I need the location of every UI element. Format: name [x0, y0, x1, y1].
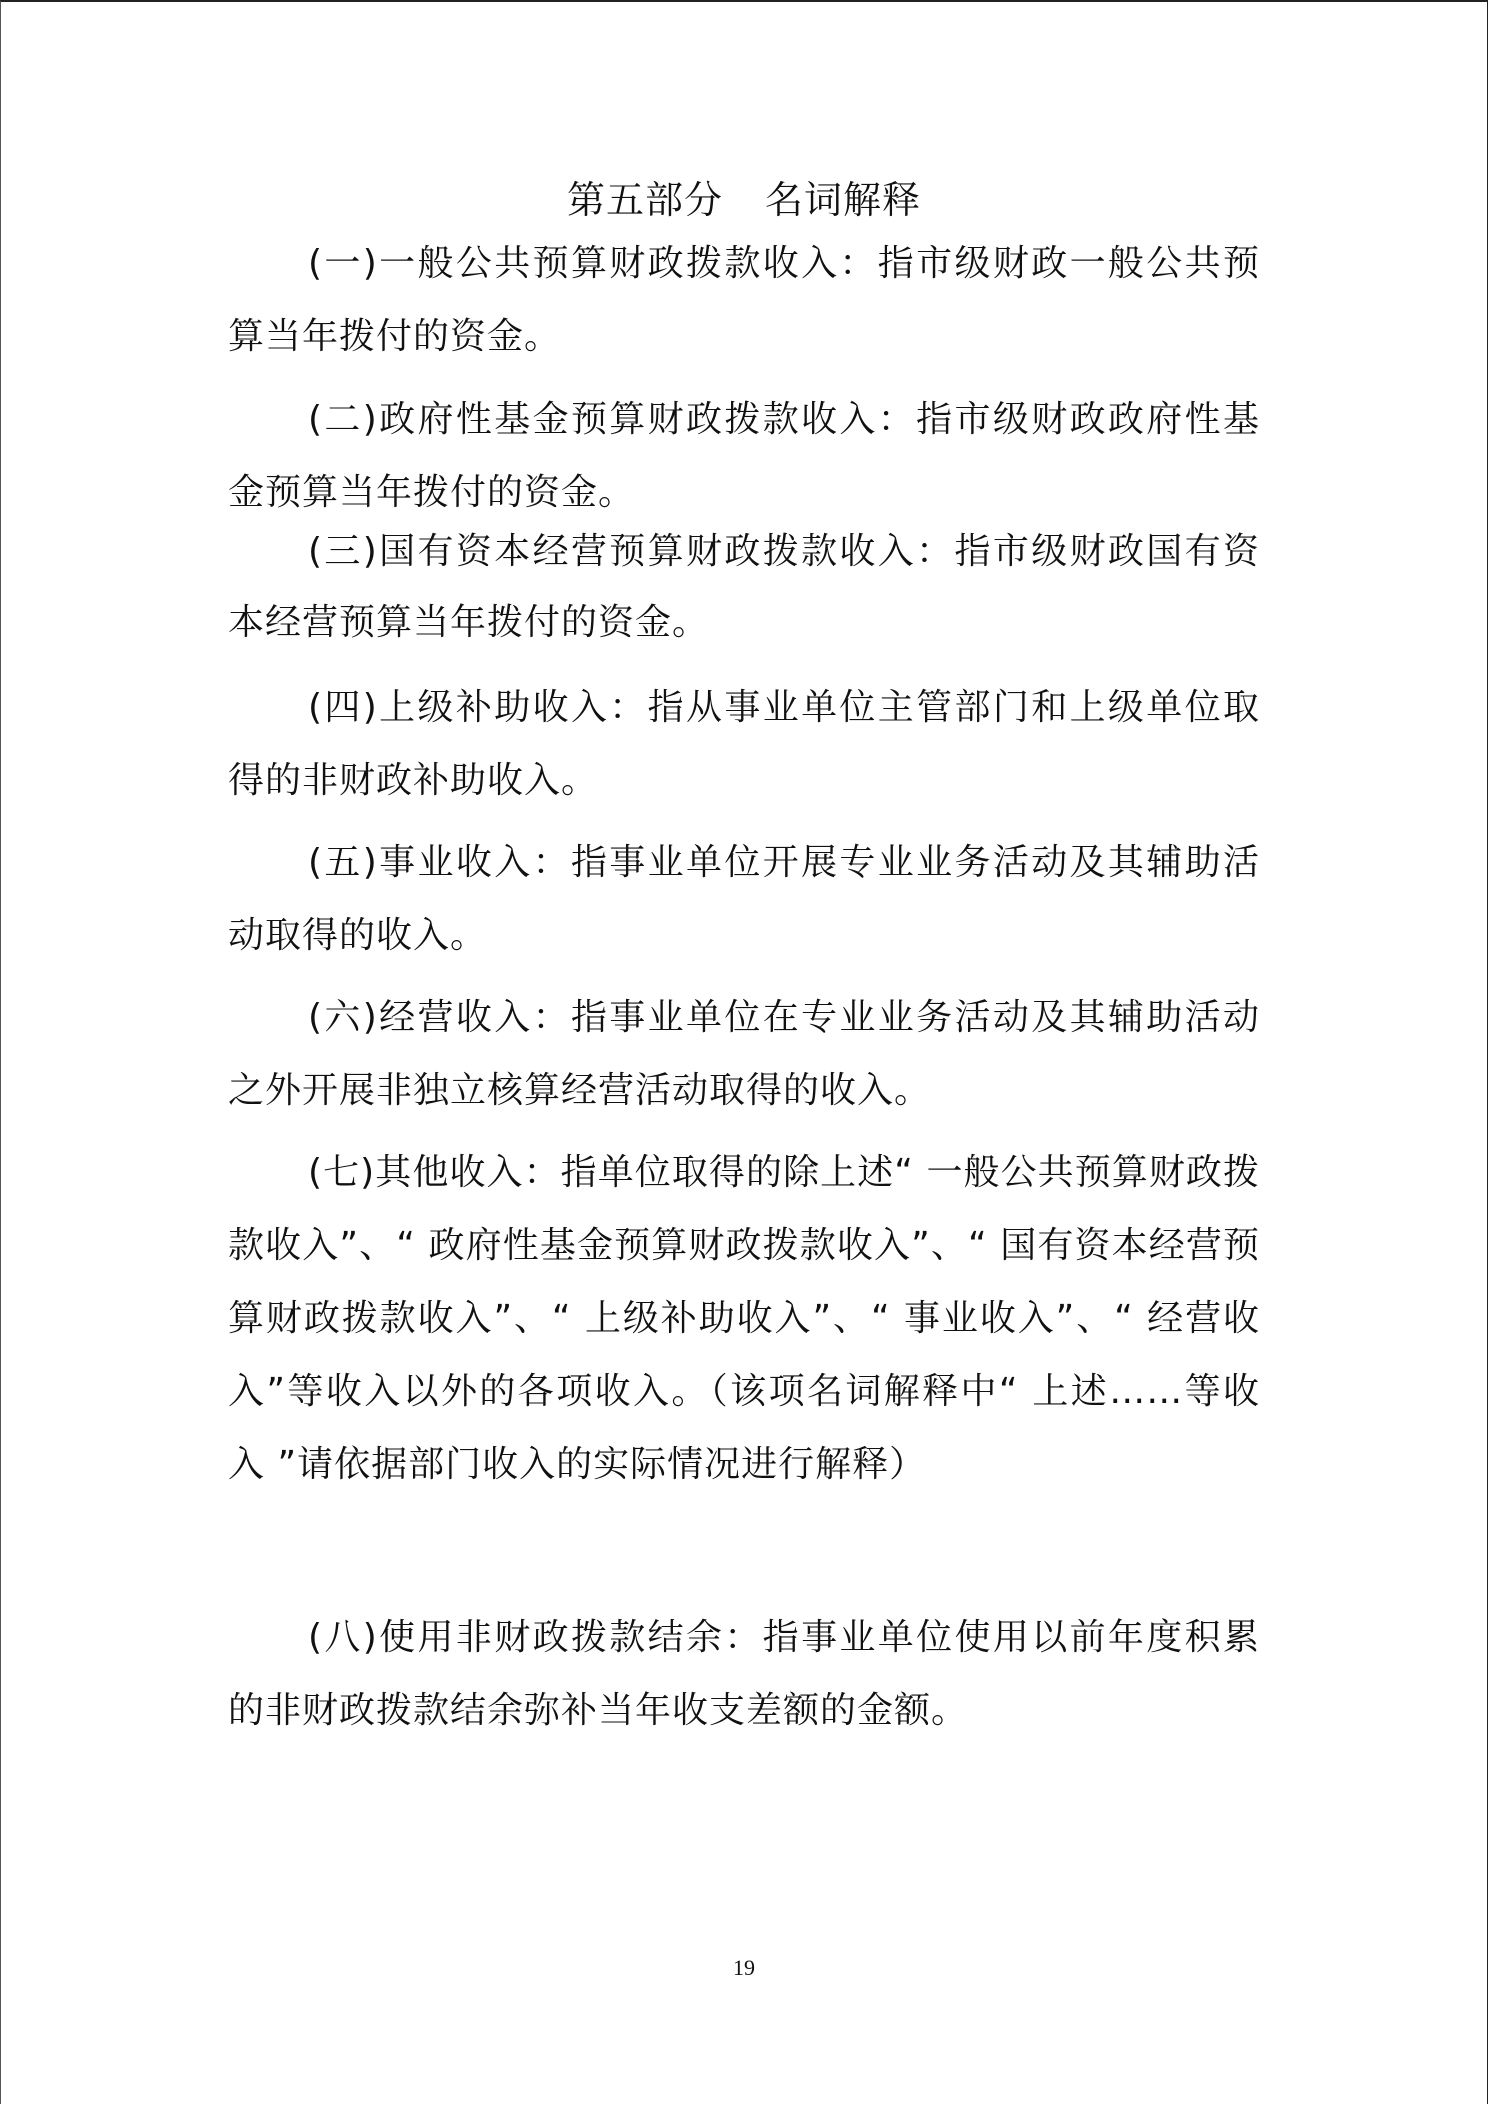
- title-part: 第五部分: [566, 178, 723, 222]
- paragraph-1: (一)一般公共预算财政拨款收入：指市级财政一般公共预算当年拨付的资金。: [228, 243, 1260, 357]
- title-name: 名词解释: [765, 178, 922, 222]
- page-title: [0, 172, 1488, 228]
- paragraph-3: (三)国有资本经营预算财政拨款收入：指市级财政国有资本经营预算当年拨付的资金。: [228, 531, 1260, 643]
- paragraph-4: (四)上级补助收入：指从事业单位主管部门和上级单位取得的非财政补助收入。: [228, 687, 1260, 801]
- paragraph-7: (七)其他收入：指单位取得的除上述“ 一般公共预算财政拨款收入”、“ 政府性基金预算财政拨款收入”、“ 国有资本经营预算财政拨款收入”、“ 上级补助收入”、“ 事业收入”、“ 经营收入”等收入以外的各项收入。（该项名词解释中“ 上述……等收入 ”请依据部门收入的实际情况进行解释）: [228, 1152, 1260, 1485]
- paragraph-6: (六)经营收入：指事业单位在专业业务活动及其辅助活动之外开展非独立核算经营活动取得的收入。: [228, 997, 1260, 1111]
- paragraph-8: (八)使用非财政拨款结余：指事业单位使用以前年度积累的非财政拨款结余弥补当年收支差额的金额。: [228, 1617, 1260, 1731]
- paragraph-2: (二)政府性基金预算财政拨款收入：指市级财政政府性基金预算当年拨付的资金。: [228, 399, 1260, 513]
- page-number: 19: [733, 1955, 755, 1980]
- paragraph-5: (五)事业收入：指事业单位开展专业业务活动及其辅助活动取得的收入。: [228, 842, 1260, 956]
